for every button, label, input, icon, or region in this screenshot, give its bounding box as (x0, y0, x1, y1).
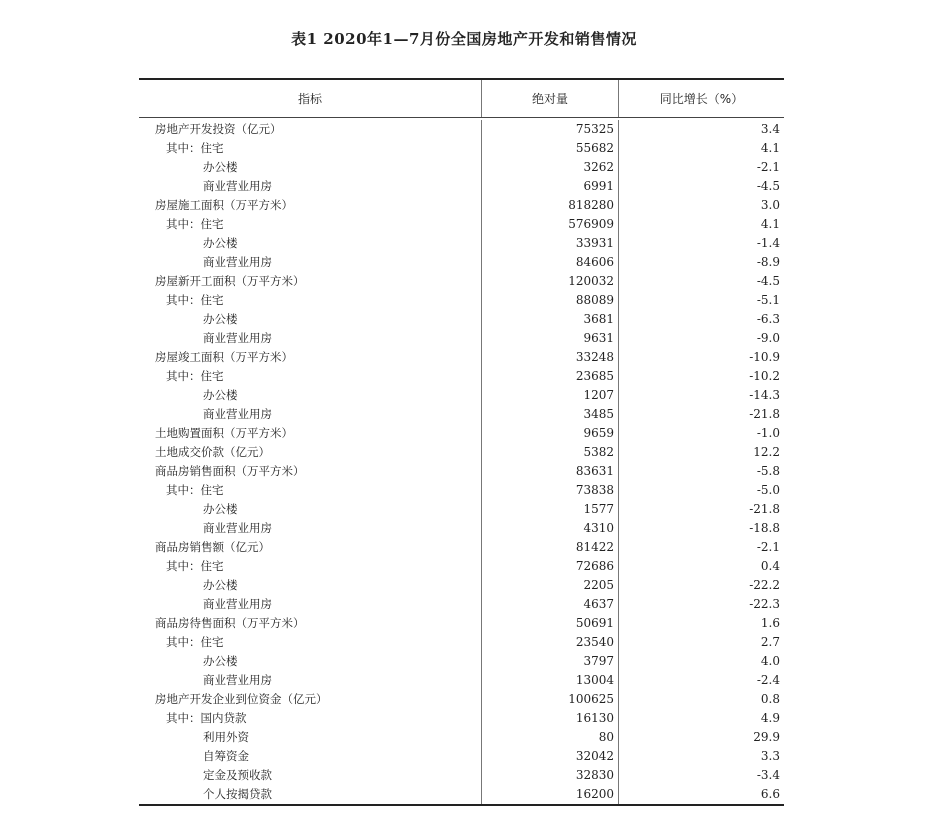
row-growth: -3.4 (618, 766, 784, 785)
row-value: 818280 (481, 196, 618, 215)
row-growth: 4.1 (618, 139, 784, 158)
row-label: 个人按揭贷款 (203, 787, 272, 801)
table-row (139, 348, 784, 367)
row-value: 73838 (481, 481, 618, 500)
row-growth: 0.4 (618, 557, 784, 576)
table-row (139, 234, 784, 253)
row-value: 84606 (481, 253, 618, 272)
table-row (139, 595, 784, 614)
row-growth: -22.2 (618, 576, 784, 595)
row-growth: 6.6 (618, 785, 784, 804)
row-label: 办公楼 (203, 236, 238, 250)
row-growth: -1.0 (618, 424, 784, 443)
row-value: 88089 (481, 291, 618, 310)
row-label: 商品房销售额（亿元） (155, 540, 270, 554)
table-row (139, 443, 784, 462)
table-row (139, 462, 784, 481)
row-growth: -2.4 (618, 671, 784, 690)
table-row (139, 196, 784, 215)
row-growth: -21.8 (618, 405, 784, 424)
table-row (139, 291, 784, 310)
row-growth: -6.3 (618, 310, 784, 329)
row-growth: -10.2 (618, 367, 784, 386)
row-value: 72686 (481, 557, 618, 576)
table-row (139, 690, 784, 709)
table-row (139, 576, 784, 595)
row-value: 9659 (481, 424, 618, 443)
row-label: 其中：住宅 (166, 635, 224, 649)
row-label: 自筹资金 (203, 749, 249, 763)
row-growth: 3.3 (618, 747, 784, 766)
row-growth: -22.3 (618, 595, 784, 614)
row-label: 商品房销售面积（万平方米） (155, 464, 305, 478)
row-value: 576909 (481, 215, 618, 234)
row-label: 定金及预收款 (203, 768, 272, 782)
row-value: 4310 (481, 519, 618, 538)
row-label: 商业营业用房 (203, 521, 272, 535)
row-label: 房屋竣工面积（万平方米） (155, 350, 293, 364)
row-label: 办公楼 (203, 578, 238, 592)
row-label: 办公楼 (203, 654, 238, 668)
row-value: 3797 (481, 652, 618, 671)
row-value: 50691 (481, 614, 618, 633)
row-label: 其中：国内贷款 (166, 711, 247, 725)
row-growth: -10.9 (618, 348, 784, 367)
table-row (139, 766, 784, 785)
table-row (139, 177, 784, 196)
row-value: 6991 (481, 177, 618, 196)
row-value: 2205 (481, 576, 618, 595)
row-growth: -5.8 (618, 462, 784, 481)
row-label: 其中：住宅 (166, 559, 224, 573)
row-growth: -21.8 (618, 500, 784, 519)
row-value: 120032 (481, 272, 618, 291)
row-growth: -5.1 (618, 291, 784, 310)
row-value: 100625 (481, 690, 618, 709)
table-row (139, 671, 784, 690)
row-label: 办公楼 (203, 160, 238, 174)
table-row (139, 367, 784, 386)
row-value: 5382 (481, 443, 618, 462)
row-growth: 29.9 (618, 728, 784, 747)
row-label: 房地产开发投资（亿元） (155, 122, 282, 136)
table-row (139, 709, 784, 728)
row-label: 房地产开发企业到位资金（亿元） (155, 692, 328, 706)
row-value: 32042 (481, 747, 618, 766)
row-label: 其中：住宅 (166, 369, 224, 383)
row-growth: -4.5 (618, 272, 784, 291)
table-row (139, 405, 784, 424)
row-value: 33931 (481, 234, 618, 253)
table-title: 表1 2020年1—7月份全国房地产开发和销售情况 (291, 30, 637, 48)
row-label: 商业营业用房 (203, 331, 272, 345)
row-growth: 3.0 (618, 196, 784, 215)
table-row (139, 633, 784, 652)
table-row (139, 728, 784, 747)
table-header (139, 80, 784, 118)
table-body (139, 118, 784, 804)
table-row (139, 557, 784, 576)
row-value: 33248 (481, 348, 618, 367)
row-label: 商业营业用房 (203, 673, 272, 687)
row-growth: -4.5 (618, 177, 784, 196)
table-row (139, 614, 784, 633)
table-row (139, 310, 784, 329)
row-value: 1207 (481, 386, 618, 405)
header-indicator: 指标 (297, 92, 322, 106)
row-growth: 0.8 (618, 690, 784, 709)
table-row (139, 253, 784, 272)
row-growth: 12.2 (618, 443, 784, 462)
row-growth: -18.8 (618, 519, 784, 538)
table-row (139, 652, 784, 671)
row-label: 商业营业用房 (203, 597, 272, 611)
row-growth: -2.1 (618, 538, 784, 557)
row-label: 商业营业用房 (203, 179, 272, 193)
row-growth: -8.9 (618, 253, 784, 272)
row-label: 土地成交价款（亿元） (155, 445, 270, 459)
row-value: 80 (481, 728, 618, 747)
table-row (139, 519, 784, 538)
row-value: 3681 (481, 310, 618, 329)
row-growth: -1.4 (618, 234, 784, 253)
row-value: 3262 (481, 158, 618, 177)
row-value: 13004 (481, 671, 618, 690)
row-value: 9631 (481, 329, 618, 348)
row-growth: -5.0 (618, 481, 784, 500)
row-label: 商品房待售面积（万平方米） (155, 616, 305, 630)
row-growth: 1.6 (618, 614, 784, 633)
table-row (139, 424, 784, 443)
row-growth: 4.0 (618, 652, 784, 671)
header-absolute-value: 绝对量 (481, 80, 618, 117)
row-label: 办公楼 (203, 388, 238, 402)
table-row (139, 139, 784, 158)
table-row (139, 481, 784, 500)
table-row (139, 329, 784, 348)
table-row (139, 538, 784, 557)
row-label: 房屋新开工面积（万平方米） (155, 274, 305, 288)
data-table (139, 78, 784, 806)
row-label: 商业营业用房 (203, 407, 272, 421)
row-value: 23685 (481, 367, 618, 386)
table-row (139, 272, 784, 291)
row-growth: -14.3 (618, 386, 784, 405)
row-value: 32830 (481, 766, 618, 785)
row-value: 55682 (481, 139, 618, 158)
row-value: 23540 (481, 633, 618, 652)
header-yoy-growth: 同比增长（%） (618, 80, 784, 117)
row-label: 房屋施工面积（万平方米） (155, 198, 293, 212)
row-value: 16130 (481, 709, 618, 728)
row-value: 83631 (481, 462, 618, 481)
row-growth: -9.0 (618, 329, 784, 348)
row-value: 1577 (481, 500, 618, 519)
row-label: 土地购置面积（万平方米） (155, 426, 293, 440)
row-label: 商业营业用房 (203, 255, 272, 269)
table-row (139, 785, 784, 804)
row-label: 利用外资 (203, 730, 249, 744)
row-growth: -2.1 (618, 158, 784, 177)
table-row (139, 500, 784, 519)
row-growth: 4.9 (618, 709, 784, 728)
table-row (139, 158, 784, 177)
table-row (139, 215, 784, 234)
row-value: 16200 (481, 785, 618, 804)
row-label: 办公楼 (203, 502, 238, 516)
table-row (139, 386, 784, 405)
table-row (139, 747, 784, 766)
row-growth: 3.4 (618, 120, 784, 139)
row-label: 其中：住宅 (166, 217, 224, 231)
row-label: 其中：住宅 (166, 293, 224, 307)
row-label: 其中：住宅 (166, 483, 224, 497)
row-label: 办公楼 (203, 312, 238, 326)
row-growth: 2.7 (618, 633, 784, 652)
row-value: 81422 (481, 538, 618, 557)
row-value: 4637 (481, 595, 618, 614)
row-label: 其中：住宅 (166, 141, 224, 155)
row-value: 75325 (481, 120, 618, 139)
table-row (139, 120, 784, 139)
row-growth: 4.1 (618, 215, 784, 234)
row-value: 3485 (481, 405, 618, 424)
